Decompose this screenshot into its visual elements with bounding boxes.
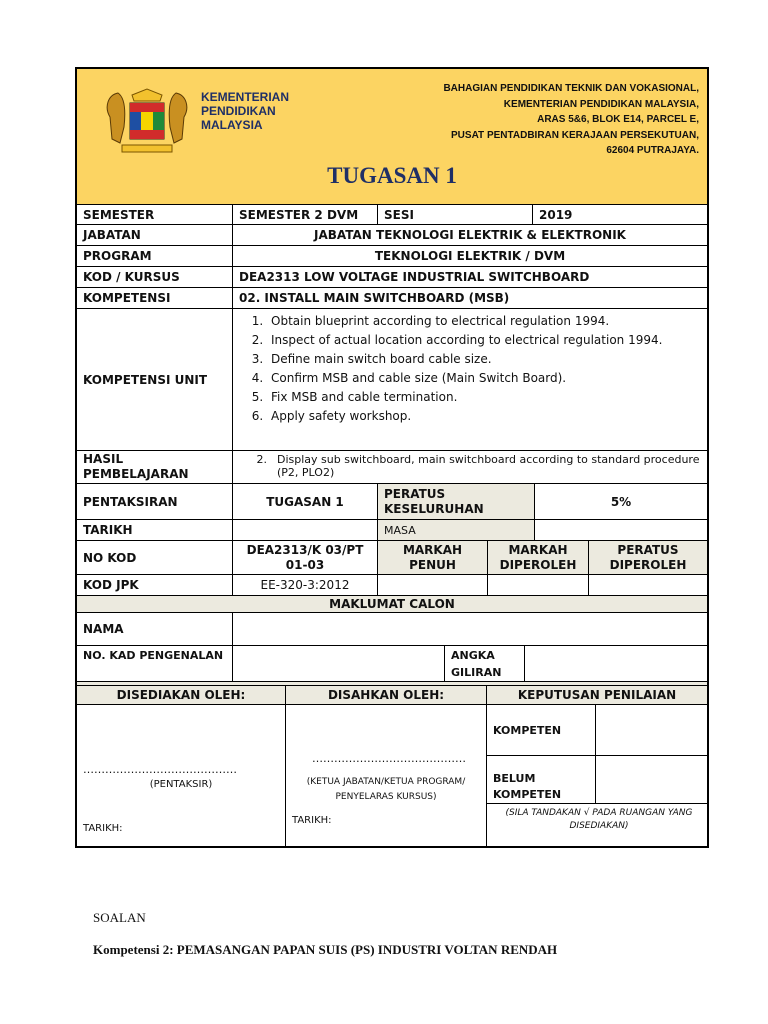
approval-header-row (77, 686, 707, 705)
kompeten-checkbox[interactable] (595, 705, 707, 755)
kod-label: KOD / KURSUS (83, 270, 180, 284)
list-item: 4. Confirm MSB and cable size (Main Switch Board). (267, 371, 662, 386)
ministry-name: KEMENTERIAN PENDIDIKAN MALAYSIA (201, 90, 290, 132)
kod-jpk-row (77, 575, 707, 596)
signature-line: …………………………………… (83, 763, 237, 776)
kompeten-row (487, 705, 707, 756)
list-item: 2. Inspect of actual location according to electrical regulation 1994. (267, 333, 662, 348)
pentaksiran-row (77, 484, 707, 520)
disediakan-box[interactable] (77, 705, 285, 848)
keputusan-label: KEPUTUSAN PENILAIAN (486, 686, 707, 704)
peratus-diperoleh-label: PERATUS DIPEROLEH (588, 541, 707, 574)
kompetensi-question-title: Kompetensi 2: PEMASANGAN PAPAN SUIS (PS) INDUSTRI VOLTAN RENDAH (93, 942, 558, 957)
list-item: 5. Fix MSB and cable termination. (267, 390, 662, 405)
nokod-value: DEA2313/K 03/PT 01-03 (232, 541, 377, 574)
ministry-address: BAHAGIAN PENDIDIKAN TEKNIK DAN VOKASIONAL, KEMENTERIAN PENDIDIKAN MALAYSIA, ARAS 5&6, BLOK E14, PARCEL E, PUSAT PENTADBIRAN KERAJAAN PERSEKUTUAN, 62604 PUTRAJAYA. (443, 83, 699, 156)
belum-kompeten-row (487, 755, 707, 804)
masa-label: MASA (377, 520, 534, 540)
angka-giliran-label: ANGKA GILIRAN (444, 646, 524, 681)
header-banner (77, 69, 707, 205)
ketua-label: (KETUA JABATAN/KETUA PROGRAM/ PENYELARAS KURSUS) (306, 777, 466, 802)
markah-penuh-label: MARKAH PENUH (377, 541, 487, 574)
kompetensi-row (77, 288, 707, 309)
kod-row (77, 267, 707, 288)
disahkan-box[interactable] (285, 705, 486, 848)
kompetensi-unit-row (77, 309, 707, 451)
nama-label: NAMA (83, 622, 124, 636)
semester-label: SEMESTER (83, 207, 155, 222)
markah-diperoleh-input[interactable] (487, 575, 588, 595)
signature-line: …………………………………… (312, 752, 466, 765)
tarikh-row (77, 520, 707, 541)
pentaksiran-label: PENTAKSIRAN (83, 494, 178, 509)
page-title: TUGASAN 1 (327, 163, 457, 188)
peratus-keseluruhan-value: 5% (534, 484, 707, 519)
tarikh-sign-label: TARIKH: (83, 823, 123, 834)
approval-body (77, 705, 707, 848)
kompeten-label: KOMPETEN (493, 724, 562, 737)
kompetensi-unit-list (232, 309, 707, 450)
program-row (77, 246, 707, 267)
jabatan-value: JABATAN TEKNOLOGI ELEKTRIK & ELEKTRONIK (232, 225, 707, 245)
semester-value: SEMESTER 2 DVM (232, 205, 377, 224)
list-item: 6. Apply safety workshop. (267, 409, 662, 424)
nama-row (77, 613, 707, 646)
angka-giliran-input[interactable] (524, 646, 707, 681)
peratus-diperoleh-input[interactable] (588, 575, 707, 595)
kod-value: DEA2313 LOW VOLTAGE INDUSTRIAL SWITCHBOARD (232, 267, 707, 287)
jabatan-label: JABATAN (83, 228, 141, 242)
nokod-row (77, 541, 707, 575)
maklumat-calon-row (77, 596, 707, 613)
kompetensi-label: KOMPETENSI (83, 291, 171, 305)
keputusan-box (486, 705, 707, 848)
assignment-form (75, 67, 709, 848)
malaysia-crest-icon (102, 87, 192, 157)
pentaksir-label: (PENTAKSIR) (149, 779, 213, 790)
kod-jpk-value: EE-320-3:2012 (232, 575, 377, 595)
markah-diperoleh-label: MARKAH DIPEROLEH (487, 541, 588, 574)
maklumat-calon-heading: MAKLUMAT CALON (329, 597, 455, 611)
belum-kompeten-checkbox[interactable] (595, 755, 707, 803)
instruction-note: (SILA TANDAKAN √ PADA RUANGAN YANG DISEDIAKAN) (505, 808, 693, 831)
markah-penuh-input[interactable] (377, 575, 487, 595)
kad-pengenalan-input[interactable] (232, 646, 444, 681)
tarikh-label: TARIKH (83, 523, 133, 537)
pentaksiran-value: TUGASAN 1 (232, 484, 377, 519)
tarikh-sign-label: TARIKH: (292, 815, 332, 826)
nokod-label: NO KOD (83, 550, 137, 565)
list-item: 3. Define main switch board cable size. (267, 352, 662, 367)
sesi-label: SESI (377, 205, 532, 224)
nama-input[interactable] (232, 613, 707, 645)
soalan-heading: SOALAN (93, 910, 146, 925)
disediakan-label: DISEDIAKAN OLEH: (77, 686, 285, 704)
hasil-label: HASIL PEMBELAJARAN (83, 452, 189, 481)
belum-kompeten-label: BELUM KOMPETEN (493, 772, 562, 801)
program-value: TEKNOLOGI ELEKTRIK / DVM (232, 246, 707, 266)
semester-row (77, 205, 707, 225)
hasil-row (77, 451, 707, 484)
kad-pengenalan-row (77, 646, 707, 682)
kad-pengenalan-label: NO. KAD PENGENALAN (83, 649, 224, 662)
sesi-value: 2019 (532, 205, 707, 224)
disahkan-label: DISAHKAN OLEH: (285, 686, 486, 704)
masa-input[interactable] (534, 520, 707, 540)
tarikh-input[interactable] (232, 520, 377, 540)
peratus-keseluruhan-label: PERATUS KESELURUHAN (377, 484, 534, 519)
program-label: PROGRAM (83, 249, 152, 263)
list-item: 1. Obtain blueprint according to electrical regulation 1994. (267, 314, 662, 329)
jabatan-row (77, 225, 707, 246)
kod-jpk-label: KOD JPK (83, 578, 139, 592)
kompetensi-unit-label: KOMPETENSI UNIT (83, 372, 208, 387)
kompetensi-value: 02. INSTALL MAIN SWITCHBOARD (MSB) (232, 288, 707, 308)
hasil-value: 2. Display sub switchboard, main switchboard according to standard procedure (P2, PLO2) (232, 451, 707, 483)
